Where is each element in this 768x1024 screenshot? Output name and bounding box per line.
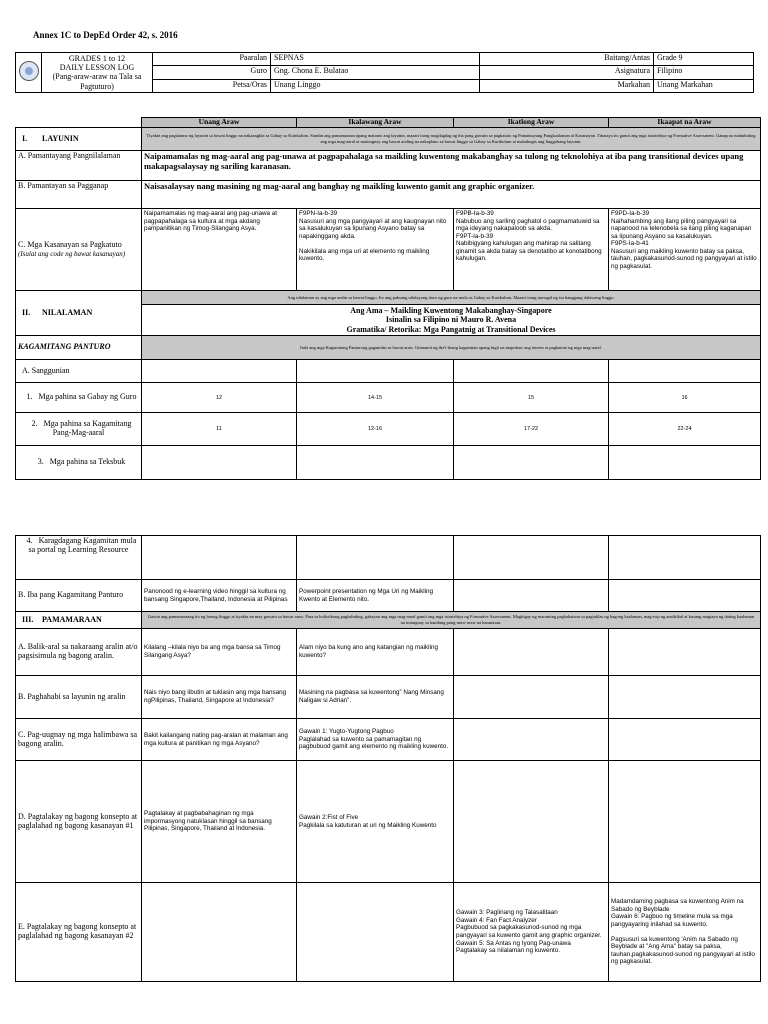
pamantayang-pangnilalaman-label: A. Pamantayang Pangnilalaman (16, 151, 142, 181)
pag-uugnay-label: C. Pag-uugnay ng mga halimbawa sa bagong aralin. (16, 719, 142, 761)
kasanayan-day2: F9PN-Ia-b-39 Nasusuri ang mga pangyayari at ang kaugnayan nito sa kasalukuyan sa lipunang Asyano batay sa napakinggang akda. Nakikilala ang mga uri at elemento ng maikling kuwento. (297, 209, 454, 291)
layunin-heading: I. LAYUNIN (16, 128, 142, 151)
karagdagang-day3 (454, 536, 609, 580)
asignatura-label: Asignatura (480, 66, 654, 79)
baitang-value: Grade 9 (654, 53, 754, 66)
kasanayan-day4: F9PD-Ia-b-39 Naihahambing ang ilang piling pangyayari sa napanood na telenobela sa ilang piling kaganapan sa lipunang Asyano sa kasalukuyan. F9PS-Ia-b-41 Nasusuri ang maikling kuwento batay sa paksa, tauhan, pagkakasunod-sunod ng pangyayari at istilo ng pagkasulat. (609, 209, 761, 291)
karagdagang-label: 4. Karagdagang Kagamitan mula sa portal ng Learning Resource (16, 536, 142, 580)
kagamitang-aaral-page-1: 11 (142, 413, 297, 446)
iba-pang-day4 (609, 580, 761, 612)
pagtalakay1-label: D. Pagtalakay ng bagong konsepto at paglalahad ng bagong kasanayan #1 (16, 761, 142, 883)
pagtalakay2-label: E. Pagtalakay ng bagong konsepto at paglalahad ng bagong kasanayan #2 (16, 883, 142, 982)
asignatura-value: Filipino (654, 66, 754, 79)
pagtalakay2-day3: Gawain 3: Paglinang ng Talasalitaan Gawain 4: Fan Fact Analyzer Pagbubuod sa pagkakasunod-sunod ng mga pangyayari sa kuwento gamit ang graphic organizer. Gawain 5: Sa Antas ng Iyong Pag-unawa Pagtalakay sa nilalaman ng kuwento. (454, 883, 609, 982)
paghahabi-label: B. Paghahabi sa layunin ng aralin (16, 676, 142, 719)
iba-pang-day1: Panonood ng e-learning video hinggil sa kultura ng bansang Singapore,Thailand, Indonesia at Pilipinas (142, 580, 297, 612)
layunin-note: Tiyakin ang pagtatamo ng layunin sa bawat linggo na nakaangkla sa Gabay sa Kurikulum. Sundin ang pamamaraan upang matamo ang layunin, maaari itong magdagdag ng iba pang gawain sa pagkatuto ng Pamantayang Pangkaalaman at Kasanayan. Tinataya ito gamit ang mga istratehiya ng Formative Assessment. Ganap na mahuhubog ang mga mag-aaral at maiuugnay ang bawat araling na nakaplano sa bawat linggo sa Gabay sa Kurikulum at mahuhugis ang lingguhang layunin. (142, 128, 761, 151)
markahan-label: Markahan (480, 79, 654, 92)
paaralan-value: SEPNAS (271, 53, 480, 66)
nilalaman-line2: Isinalin sa Filipino ni Mauro R. Avena (385, 315, 517, 325)
teksbuk-day1 (142, 446, 297, 480)
kasanayan-label: C. Mga Kasanayan sa Pagkatuto (18, 239, 122, 249)
teksbuk-day2 (297, 446, 454, 480)
petsa-value: Unang Linggo (271, 79, 480, 92)
pagtalakay1-day2: Gawain 2:Fist of Five Pagkilala sa katuturan at uri ng Maikling Kuwento (297, 761, 454, 883)
paghahabi-day3 (454, 676, 609, 719)
nilalaman-content (142, 305, 761, 336)
dll-title-line3: (Pang-araw-araw na Tala sa Pagtuturo) (52, 72, 142, 91)
pagtalakay1-day1: Pagtalakay at pagbabahaginan ng mga impormasyong natuklasan hinggil sa bansang Pilipinas, Singapore, Thailand at Indonesia. (142, 761, 297, 883)
balik-aral-day4 (609, 629, 761, 676)
nilalaman-line3: Gramatika/ Retorika: Mga Pangatnig at Transitional Devices (346, 324, 556, 334)
kagamitang-aaral-page-2: 12-16 (297, 413, 454, 446)
balik-aral-day1: Kilalang –kilala niyo ba ang mga bansa sa Timog Silangang Asya? (142, 629, 297, 676)
balik-aral-label: A. Balik-aral sa nakaraang aralin at/o pagsisimula ng bagong aralin. (16, 629, 142, 676)
day-header-1: Unang Araw (142, 118, 297, 128)
sanggunian-day2 (297, 360, 454, 383)
gabay-guro-page-3: 15 (454, 383, 609, 413)
iba-pang-day2: Powerpoint presentation ng Mga Uri ng Maikling Kwento at Elemento nito. (297, 580, 454, 612)
kasanayan-sub: (Isulat ang code ng bawat kasanayan) (18, 249, 126, 258)
karagdagang-day1 (142, 536, 297, 580)
gabay-guro-page-2: 14-15 (297, 383, 454, 413)
paghahabi-day4 (609, 676, 761, 719)
pamantayang-pangnilalaman-text: Naipamamalas ng mag-aaral ang pag-unawa at pagpapahalaga sa maikling kuwentong makabanghay sa tulong ng teknolohiya at iba pang transitional devices upang makapagsalaysay ng sariling karanasan. (142, 151, 761, 181)
gabay-guro-page-1: 12 (142, 383, 297, 413)
day-header-3: Ikatlong Araw (454, 118, 609, 128)
petsa-label: Petsa/Oras (153, 79, 271, 92)
gabay-guro-label: 1. Mga pahina sa Gabay ng Guro (16, 383, 142, 413)
header-table (15, 52, 754, 93)
iba-pang-label: B. Iba pang Kagamitang Panturo (16, 580, 142, 612)
guro-label: Guro (153, 66, 271, 79)
kagamitang-aaral-page-3: 17-22 (454, 413, 609, 446)
sanggunian-day1 (142, 360, 297, 383)
markahan-value: Unang Markahan (654, 79, 754, 92)
kasanayan-day1: Naipamamalas ng mag-aaral ang pag-unawa at pagpapahalaga sa kultura at mga akdang pampanitikan ng Timog-Silangang Asya. (142, 209, 297, 291)
lesson-log-table-1 (15, 117, 761, 480)
gabay-guro-page-4: 16 (609, 383, 761, 413)
deped-seal (16, 53, 42, 93)
corner-blank (16, 118, 142, 128)
kagamitan-note: Itala ang mga Kagamitang Panturong gagamitin sa bawat araw. Gumamit ng iba't-ibang kagamitan upang higit na mapukaw ang interes at pagkatuto ng mga mag-aaral. (142, 336, 761, 360)
teksbuk-day3 (454, 446, 609, 480)
teksbuk-label: 3. Mga pahina sa Teksbuk (16, 446, 142, 480)
karagdagang-day4 (609, 536, 761, 580)
paaralan-label: Paaralan (153, 53, 271, 66)
annex-reference: Annex 1C to DepEd Order 42, s. 2016 (33, 30, 178, 40)
teksbuk-day4 (609, 446, 761, 480)
lesson-log-table-2 (15, 535, 761, 982)
kagamitang-aaral-label: 2. Mga pahina sa Kagamitang Pang-Mag-aaral (16, 413, 142, 446)
iba-pang-day3 (454, 580, 609, 612)
pag-uugnay-day2: Gawain 1: Yugto-Yugtong Pagbuo Paglalahad sa kuwento sa pamamagitan ng pagbubuod gamit ang elemento ng maikling kuwento. (297, 719, 454, 761)
balik-aral-day3 (454, 629, 609, 676)
pagtalakay2-day4: Madamdaming pagbasa sa kuwentong Anim na Sabado ng Beyblade Gawain 6: Pagbuo ng timeline mula sa mga pangyayaring inilahad sa kuwento. Pagsusuri sa kuwentong 'Anim na Sabado ng Beyblade at "Ang Ama" batay sa paksa, tauhan,pagkakasunod-sunod ng pangyayari at istilo ng pagkasulat. (609, 883, 761, 982)
karagdagang-day2 (297, 536, 454, 580)
baitang-label: Baitang/Antas (480, 53, 654, 66)
dll-title (42, 53, 153, 93)
nilalaman-note: Ang nilalaman ay ang mga aralin sa bawat linggo. Ito ang paksang nilalayong ituro ng guro na mula sa Gabay sa Kurikulum. Maaari itong tumagal ng isa hanggang dalawang linggo. (142, 291, 761, 305)
pamamaraan-heading: III. PAMAMARAAN (16, 612, 142, 629)
pag-uugnay-day4 (609, 719, 761, 761)
pagtalakay1-day3 (454, 761, 609, 883)
pag-uugnay-day1: Bakit kailangang nating pag-aralan at malaman ang mga kultura at panitikan ng mga Asyano? (142, 719, 297, 761)
sanggunian-day4 (609, 360, 761, 383)
day-header-2: Ikalawang Araw (297, 118, 454, 128)
sanggunian-label: A. Sanggunian (16, 360, 142, 383)
sanggunian-day3 (454, 360, 609, 383)
kagamitan-heading: KAGAMITANG PANTURO (16, 336, 142, 360)
paghahabi-day2: Masining na pagbasa sa kuwentong” Nang Minsang Naligaw si Adrian”. (297, 676, 454, 719)
pag-uugnay-day3 (454, 719, 609, 761)
guro-value: Gng. Chona E. Bulatao (271, 66, 480, 79)
deped-seal-icon (19, 61, 39, 81)
kasanayan-label-cell (16, 209, 142, 291)
balik-aral-day2: Alam niyo ba kung ano ang katangian ng maikling kuwento? (297, 629, 454, 676)
pagtalakay1-day4 (609, 761, 761, 883)
dll-title-line1: GRADES 1 to 12 (68, 54, 126, 63)
nilalaman-line1: Ang Ama – Maikling Kuwentong Makabanghay-Singapore (350, 306, 552, 315)
nilalaman-heading: II. NILALAMAN (16, 291, 142, 336)
pamamaraan-note: Gawin ang pamamaraang ito ng buong linggo at tiyakin na may gawain sa bawat araw. Para sa holistikong pagkahubog, gabayan ang mga mag-aaral gamit ang mga istratehiya ng Formative Assessment. Magbigay ng maraming pagkakataon sa pagtuklas ng bagong kaalaman, mag-isip ng analitikal at kusang magtaya ng dating kaalaman na iniuugnay sa kanilang pang-araw-araw na karanasan. (142, 612, 761, 629)
paghahabi-day1: Nais niyo bang libutin at tuklasin ang mga bansang ngPilipinas, Thailand, Singapore at Indonesia? (142, 676, 297, 719)
pagtalakay2-day1 (142, 883, 297, 982)
pamantayan-pagganap-label: B. Pamantayan sa Pagganap (16, 181, 142, 209)
day-header-4: Ikaapat na Araw (609, 118, 761, 128)
kagamitang-aaral-page-4: 22-24 (609, 413, 761, 446)
pagtalakay2-day2 (297, 883, 454, 982)
dll-title-line2: DAILY LESSON LOG (59, 63, 135, 73)
kasanayan-day3: F9PB-Ia-b-39 Nabubuo ang sariling paghatol o pagmamatuwid sa mga ideyang nakapaloob sa akda. F9PT-Ia-b-39 Nabibigyang kahulugan ang mahirap na salitang ginamit sa akda batay sa denotatibo at konotatibong kahulugan. (454, 209, 609, 291)
pamantayan-pagganap-text: Naisasalaysay nang masining ng mag-aaral ang banghay ng maikling kuwento gamit ang graphic organizer. (142, 181, 761, 209)
